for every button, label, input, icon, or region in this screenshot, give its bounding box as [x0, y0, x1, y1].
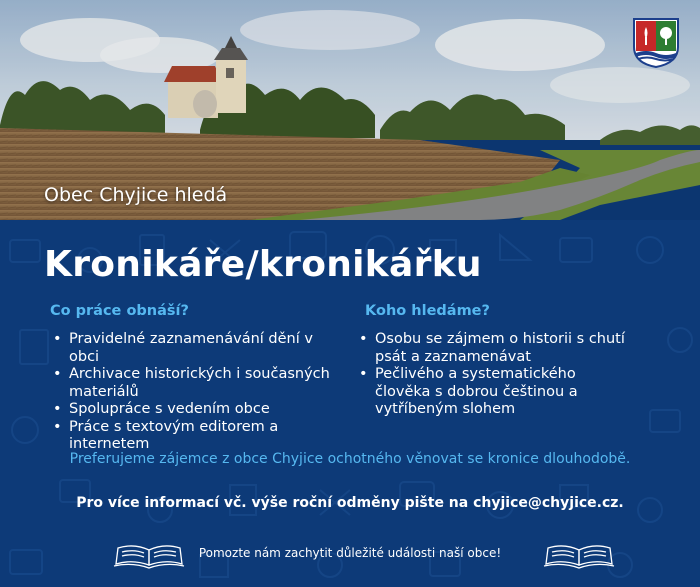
- list-item: • Práce s textovým editorem a internetem: [53, 419, 343, 454]
- list-item: • Spolupráce s vedením obce: [53, 401, 343, 419]
- left-column-list: [53, 331, 343, 454]
- contact-info: Pro více informací vč. výše roční odměny pište na chyjice@chyjice.cz.: [76, 495, 624, 511]
- footer-slogan: Pomozte nám zachytit důležité události naší obce!: [198, 546, 502, 560]
- list-item: • Archivace historických i současných materiálů: [53, 366, 343, 401]
- intro-text: Obec Chyjice hledá: [44, 184, 228, 206]
- page-title: Kronikáře/kronikářku: [44, 244, 482, 285]
- left-column-heading: Co práce obnáší?: [50, 303, 189, 319]
- right-column-heading: Koho hledáme?: [365, 303, 490, 319]
- list-item: • Osobu se zájmem o historii s chutí psát a zaznamenávat: [359, 331, 629, 366]
- list-item: • Pečlivého a systematického člověka s dobrou češtinou a vytříbeným slohem: [359, 366, 629, 419]
- preference-note: Preferujeme zájemce z obce Chyjice ochotného věnovat se kronice dlouhodobě.: [69, 451, 631, 467]
- list-item: • Pravidelné zaznamenávání dění v obci: [53, 331, 343, 366]
- coat-of-arms-icon: [632, 17, 680, 69]
- open-book-icon: [540, 540, 618, 570]
- right-column-list: [359, 331, 629, 419]
